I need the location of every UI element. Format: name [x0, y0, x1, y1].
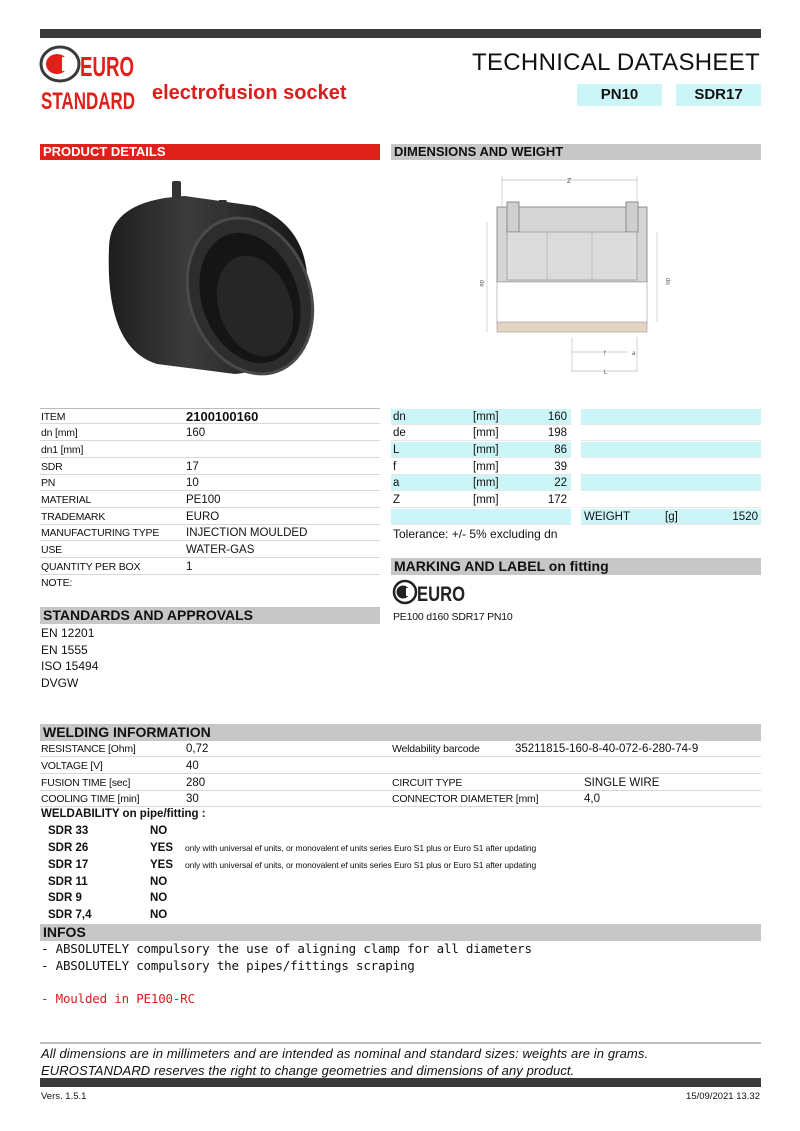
weight-cell — [581, 409, 761, 425]
welding-value: 0,72 — [186, 743, 209, 755]
product-key: TRADEMARK — [41, 511, 106, 523]
version-label: Vers. 1.5.1 — [41, 1091, 87, 1102]
dimension-unit: [mm] — [473, 477, 499, 489]
product-value: PE100 — [186, 494, 221, 506]
table-row — [40, 475, 380, 491]
dimension-name: Z — [393, 494, 401, 506]
drawing-label-z: Z — [567, 178, 572, 185]
product-value: 1 — [186, 561, 193, 573]
table-row — [40, 575, 380, 591]
dimension-value: 198 — [547, 427, 567, 439]
welding-row — [40, 791, 761, 807]
tolerance-note: Tolerance: +/- 5% excluding dn — [393, 527, 558, 541]
weldability-heading: WELDABILITY on pipe/fitting : — [41, 808, 206, 820]
section-dimensions-weight: DIMENSIONS AND WEIGHT — [391, 144, 761, 160]
sdr-note: only with universal ef units, or monovalent ef units series Euro S1 plus or Euro S1 after updating — [185, 843, 537, 853]
dimension-row — [391, 475, 571, 491]
dimension-name: a — [393, 477, 400, 489]
welding-key2: CONNECTOR DIAMETER [mm] — [392, 793, 539, 805]
welding-key2: Weldability barcode — [392, 743, 480, 755]
footer-divider — [40, 1042, 761, 1044]
product-key: QUANTITY PER BOX — [41, 561, 141, 573]
welding-key2: CIRCUIT TYPE — [392, 777, 463, 789]
dimension-row — [391, 425, 571, 441]
bottom-bar — [40, 1078, 761, 1087]
dimension-value: 22 — [554, 477, 567, 489]
weldability-row — [40, 890, 761, 907]
table-row — [40, 459, 380, 475]
weight-cell — [581, 425, 761, 441]
table-row — [40, 509, 380, 525]
section-infos: INFOS — [40, 924, 761, 941]
dimension-unit: [mm] — [473, 411, 499, 423]
table-row — [40, 542, 380, 558]
dimension-value: 86 — [554, 444, 567, 456]
pn-badge: PN10 — [577, 84, 662, 106]
drawing-label-f: f — [604, 351, 606, 357]
info-line: - ABSOLUTELY compulsory the use of aligning clamp for all diameters — [41, 941, 532, 956]
welding-value2: SINGLE WIRE — [584, 777, 660, 789]
weight-cell — [581, 492, 761, 508]
product-key: SDR — [41, 461, 63, 473]
sdr-label: SDR 11 — [48, 876, 88, 888]
drawing-label-dn: dn — [664, 278, 670, 285]
dimension-unit: [mm] — [473, 494, 499, 506]
item-code: 2100100160 — [186, 409, 259, 424]
product-key: dn [mm] — [41, 427, 78, 439]
welding-value2: 4,0 — [584, 793, 600, 805]
table-row — [40, 408, 380, 424]
welding-value: 30 — [186, 793, 199, 805]
weight-cell — [581, 442, 761, 458]
weight-row — [581, 509, 761, 525]
marking-logo-text: EURO — [417, 583, 465, 606]
standard-item: EN 1555 — [41, 643, 88, 657]
table-row — [40, 442, 380, 458]
table-row — [40, 525, 380, 541]
technical-drawing — [452, 172, 690, 390]
drawing-label-l: L — [604, 370, 608, 376]
sdr-result: NO — [150, 876, 168, 888]
product-key: dn1 [mm] — [41, 444, 84, 456]
sdr-label: SDR 33 — [48, 825, 89, 837]
sdr-label: SDR 9 — [48, 892, 82, 904]
section-marking: MARKING AND LABEL on fitting — [391, 558, 761, 575]
weldability-row — [40, 857, 761, 874]
dimension-row — [391, 442, 571, 458]
product-key: PN — [41, 477, 56, 489]
document-title: TECHNICAL DATASHEET — [472, 49, 760, 76]
weldability-row — [40, 840, 761, 857]
footer-disclaimer-2: EUROSTANDARD reserves the right to change geometries and dimensions of any product. — [41, 1063, 575, 1078]
weldability-row — [40, 874, 761, 891]
welding-key: COOLING TIME [min] — [41, 793, 140, 805]
table-row — [40, 492, 380, 508]
product-key: ITEM — [41, 411, 66, 423]
standard-item: DVGW — [41, 676, 79, 690]
info-line: - ABSOLUTELY compulsory the pipes/fittings scraping — [41, 958, 415, 973]
section-product-details: PRODUCT DETAILS — [40, 144, 380, 160]
top-bar — [40, 29, 761, 38]
dimension-row — [391, 459, 571, 475]
company-logo — [40, 45, 136, 113]
welding-row — [40, 741, 761, 757]
marking-logo — [393, 579, 467, 605]
dimension-value: 172 — [547, 494, 567, 506]
dimension-name: f — [393, 461, 397, 473]
info-line-red: - Moulded in PE100-RC — [41, 991, 195, 1006]
footer-disclaimer-1: All dimensions are in millimeters and are intended as nominal and standard sizes: weights are in grams. — [41, 1046, 649, 1061]
dimension-name: de — [393, 427, 406, 439]
weight-label: WEIGHT — [584, 511, 630, 523]
weight-value: 1520 — [732, 511, 758, 523]
product-key: NOTE: — [41, 577, 73, 589]
sdr-result: YES — [150, 842, 174, 854]
dimension-name: L — [393, 444, 400, 456]
logo-text-standard: STANDARD — [41, 88, 135, 115]
welding-row — [40, 775, 761, 791]
product-value: WATER-GAS — [186, 544, 255, 556]
dimension-row — [391, 492, 571, 508]
table-row — [40, 559, 380, 575]
drawing-label-de: de — [478, 280, 484, 287]
product-key: MATERIAL — [41, 494, 92, 506]
sdr-note: only with universal ef units, or monovalent ef units series Euro S1 plus or Euro S1 after updating — [185, 860, 537, 870]
dimension-unit: [mm] — [473, 461, 499, 473]
standard-item: ISO 15494 — [41, 659, 99, 673]
dimension-value: 39 — [554, 461, 567, 473]
standard-item: EN 12201 — [41, 626, 95, 640]
weight-cell — [581, 475, 761, 491]
marking-text: PE100 d160 SDR17 PN10 — [393, 611, 513, 623]
sdr-result: NO — [150, 909, 168, 921]
dimension-unit: [mm] — [473, 427, 499, 439]
product-value: 17 — [186, 461, 199, 473]
product-value: INJECTION MOULDED — [186, 527, 308, 539]
welding-key: VOLTAGE [V] — [41, 760, 103, 772]
product-key: MANUFACTURING TYPE — [41, 527, 160, 539]
weldability-row — [40, 907, 761, 924]
sdr-badge: SDR17 — [676, 84, 761, 106]
section-standards: STANDARDS AND APPROVALS — [40, 607, 380, 624]
dimension-name: dn — [393, 411, 406, 423]
product-value: 10 — [186, 477, 199, 489]
sdr-label: SDR 17 — [48, 859, 89, 871]
table-row — [40, 425, 380, 441]
welding-value: 40 — [186, 760, 199, 772]
product-image — [95, 178, 325, 378]
weight-cell — [581, 459, 761, 475]
weldability-row — [40, 823, 761, 840]
drawing-label-a: a — [632, 351, 636, 357]
welding-row — [40, 758, 761, 774]
sdr-result: NO — [150, 892, 168, 904]
date-label: 15/09/2021 13.32 — [686, 1091, 760, 1102]
product-value: EURO — [186, 511, 220, 523]
dimension-value: 160 — [547, 411, 567, 423]
dimension-unit: [mm] — [473, 444, 499, 456]
weight-unit: [g] — [665, 511, 678, 523]
logo-text-euro: EURO — [80, 51, 134, 82]
welding-key: FUSION TIME [sec] — [41, 777, 131, 789]
section-welding: WELDING INFORMATION — [40, 724, 761, 741]
dimension-row — [391, 509, 571, 525]
welding-key: RESISTANCE [Ohm] — [41, 743, 136, 755]
sdr-result: YES — [150, 859, 174, 871]
product-subtitle: electrofusion socket — [152, 82, 347, 104]
product-value: 160 — [186, 427, 206, 439]
welding-value: 280 — [186, 777, 206, 789]
weldability-barcode: 35211815-160-8-40-072-6-280-74-9 — [515, 743, 699, 755]
dimension-row — [391, 409, 571, 425]
sdr-label: SDR 7,4 — [48, 909, 92, 921]
sdr-result: NO — [150, 825, 168, 837]
product-key: USE — [41, 544, 62, 556]
sdr-label: SDR 26 — [48, 842, 89, 854]
